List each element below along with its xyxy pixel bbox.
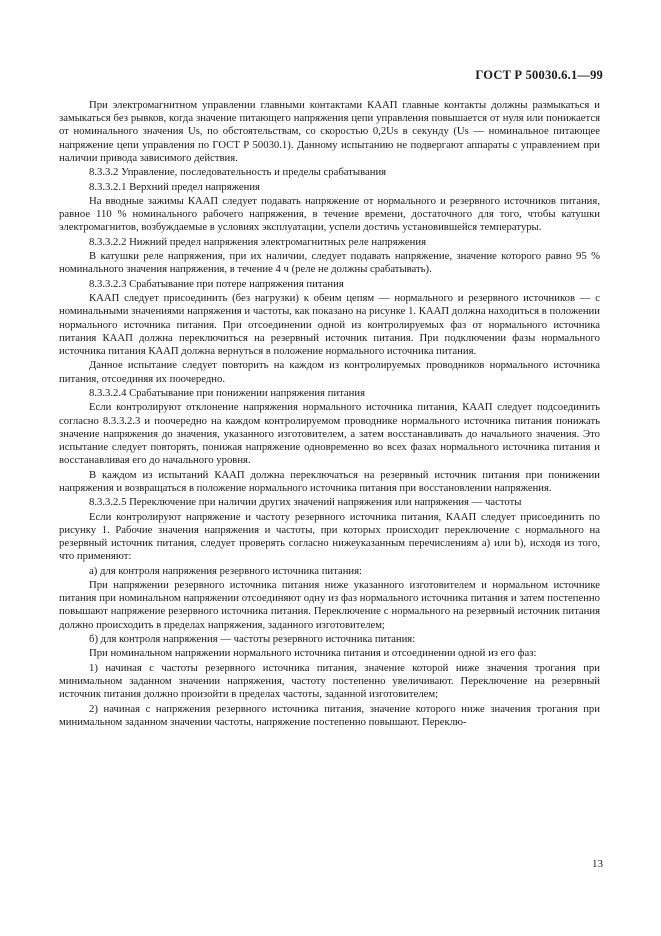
list-item-a: а) для контроля напряжения резервного источника питания: <box>89 564 363 577</box>
paragraph-loss-of-voltage: КААП следует присоединить (без нагрузки) к обеим цепям — нормального и резервного источников — с номинальными значениями напряжения и частоты, как показано на рисунке 1. КААП должна находиться в положении нормального источника питания. При отсоединении одной из контролируемых фаз от нормального источника питания КААП должна переключиться на резервный источник питания. При подключении фазы нормального источника питания КААП должна вернуться в положение нормального источника питания. <box>59 292 600 357</box>
paragraph-item-b-intro: При номинальном напряжении нормального источника питания и отсоединении одной из его фаз: <box>89 647 537 660</box>
document-code-header: ГОСТ Р 50030.6.1—99 <box>475 68 603 82</box>
paragraph-undervoltage: Если контролируют отклонение напряжения нормального источника питания, КААП следует подсоединить согласно 8.3.3.2.3 и поочередно на каждом контролируемом проводнике нормального источника питания понижать значение напряжения до значения, указанного изготовителем, а затем восстанавливать до начального значения. Это испытание следует повторять, понижая напряжение одновременно во всех фазах нормального источника питания и восстанавливая его до начального уровня. <box>59 401 600 467</box>
page-number: 13 <box>592 858 603 870</box>
paragraph-voltage-frequency: Если контролируют напряжение и частоту резервного источника питания, КААП следует присоединить по рисунку 1. Рабочие значения напряжения и частоты, при которых происходит переключение с нормального на резервный источник питания, следует проверять согласно нижеуказанным перечислениям а) или b), исходя из того, что применяют: <box>59 510 600 563</box>
paragraph-switch-each-test: В каждом из испытаний КААП должна переключаться на резервный источник питания при понижении напряжения и возвращаться в положение нормального источника питания при восстановлении напряжения. <box>59 468 600 494</box>
paragraph-lower-limit: В катушки реле напряжения, при их наличии, следует подавать напряжение, значение которого равно 95 % номинального значения напряжения, в течение 4 ч (реле не должны срабатывать). <box>59 250 600 276</box>
section-heading-8-3-3-2-5: 8.3.3.2.5 Переключение при наличии других значений напряжения или напряжения — частоты <box>89 496 522 509</box>
section-heading-8-3-3-2-2: 8.3.3.2.2 Нижний предел напряжения электромагнитных реле напряжения <box>89 235 427 248</box>
paragraph-repeat-test: Данное испытание следует повторить на каждом из контролируемых проводников нормального источника питания, отсоединяя их поочередно. <box>59 359 600 385</box>
paragraph-control-voltage: При электромагнитном управлении главными контактами КААП главные контакты должны размыкаться и замыкаться без рывков, когда значение питающего напряжения цепи управления повышается от нуля или понижается от номинального значения Us, по обстоятельствам, со скоростью 0,2Us в секунду (Us — номинальное питающее напряжение цепи управления по ГОСТ Р 50030.1). Данному испытанию не подвергают аппараты с управлением при наличии привода зависимого действия. <box>59 99 600 164</box>
paragraph-upper-limit: На вводные зажимы КААП следует подавать напряжение от нормального и резервного источников питания, равное 110 % номинального рабочего напряжения, в течение времени, достаточного для того, чтобы катушки электромагнитов, возбуждаемые в условиях эксплуатации, успели достичь установившейся температуры. <box>59 194 600 234</box>
section-heading-8-3-3-2: 8.3.3.2 Управление, последовательность и пределы срабатывания <box>89 166 387 179</box>
list-item-b-2: 2) начиная с напряжения резервного источника питания, значение которого ниже значения трогания при минимальном заданном значении частоты, напряжение постепенно повышают. Переклю- <box>59 702 600 728</box>
list-item-b-1: 1) начиная с частоты резервного источника питания, значение которой ниже значения трогания при минимальном заданном значении напряжения, частоту постепенно увеличивают. Переключение на резервный источник питания должно произойти в пределах частоты, заданной изготовителем; <box>59 661 600 701</box>
section-heading-8-3-3-2-3: 8.3.3.2.3 Срабатывание при потере напряжения питания <box>89 277 344 290</box>
section-heading-8-3-3-2-4: 8.3.3.2.4 Срабатывание при понижении напряжения питания <box>89 386 365 399</box>
section-heading-8-3-3-2-1: 8.3.3.2.1 Верхний предел напряжения <box>89 180 260 193</box>
list-item-b: б) для контроля напряжения — частоты резервного источника питания: <box>89 632 416 645</box>
document-body <box>59 99 600 730</box>
paragraph-item-a-detail: При напряжении резервного источника питания ниже указанного изготовителем и нормальном источнике питания при номинальном напряжении отсоединяют одну из фаз нормального источника питания и затем постепенно повышают напряжение резервного источника питания. Переключение с нормального на резервный источник питания должно происходить в пределах напряжения, заданного изготовителем; <box>59 578 600 631</box>
